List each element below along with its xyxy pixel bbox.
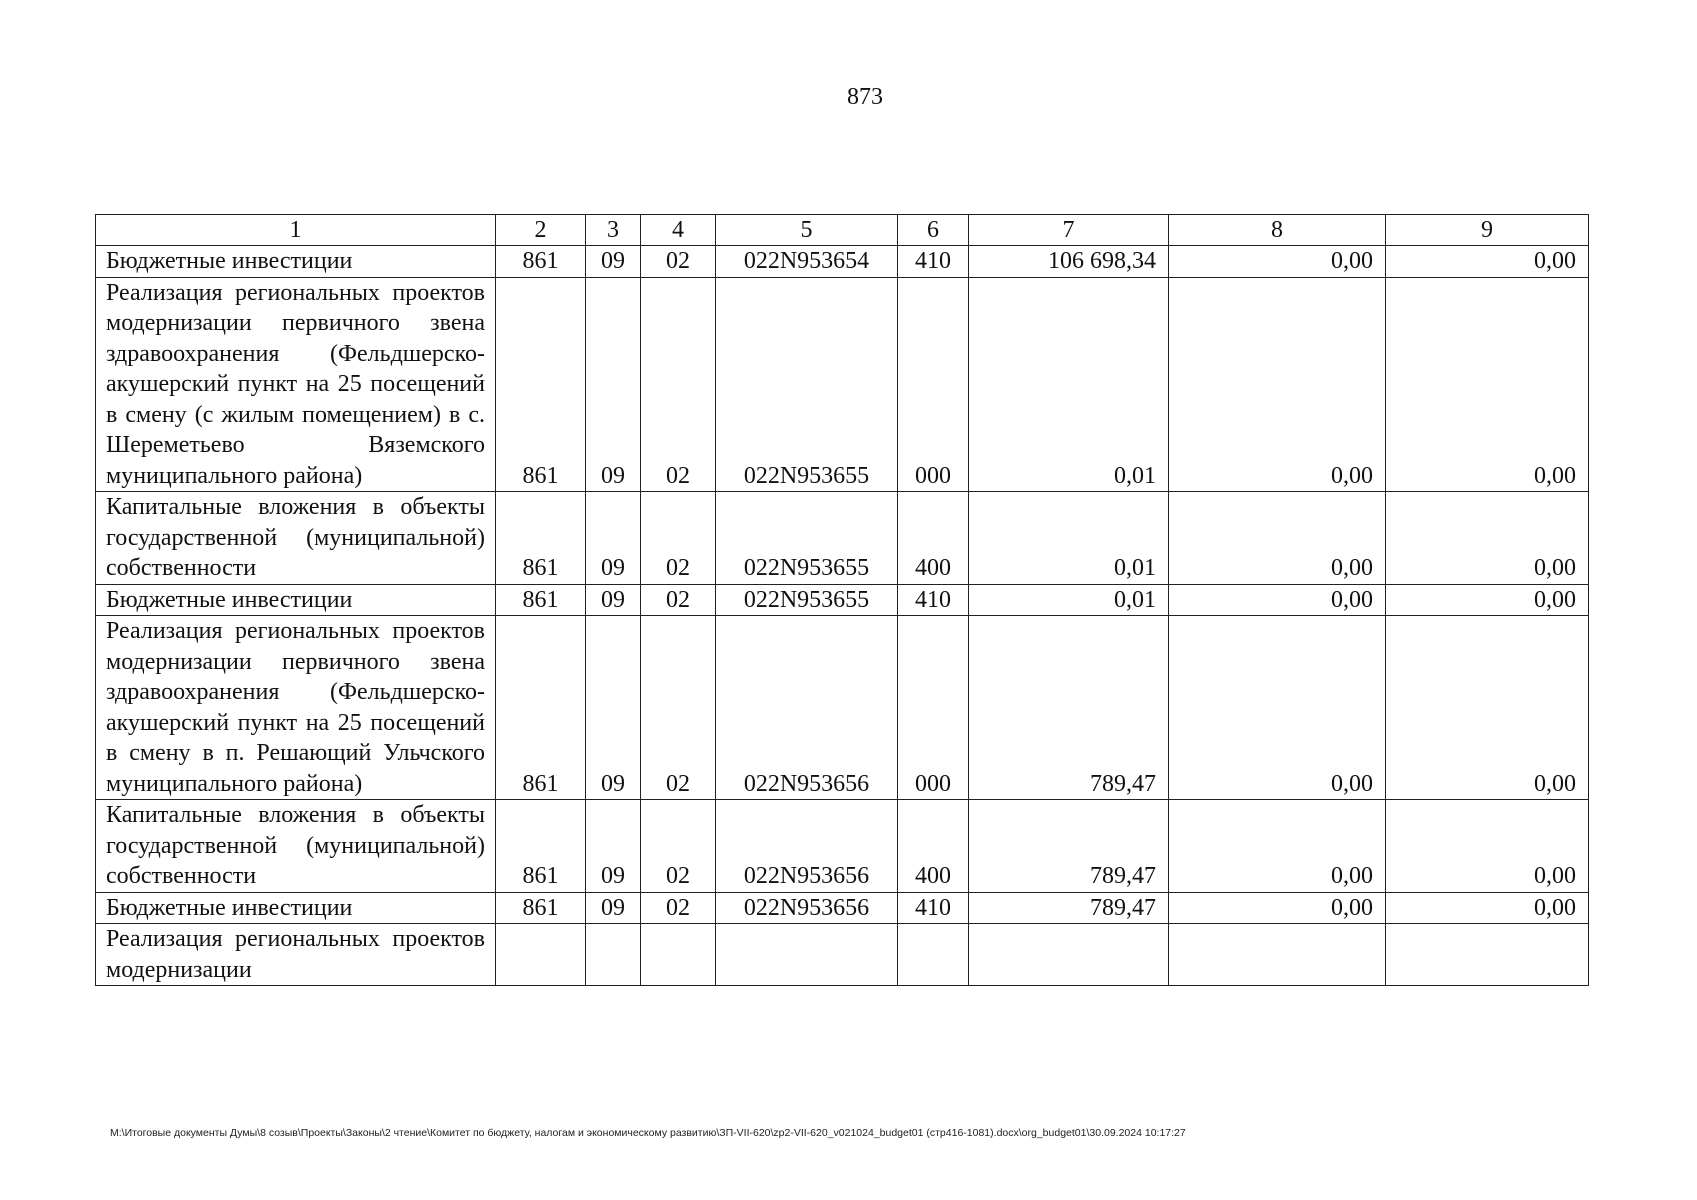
column-header: 2 <box>496 215 586 246</box>
expense-type-cell: 410 <box>898 246 969 278</box>
amount-cell: 0,00 <box>1386 492 1589 585</box>
expense-type-cell: 000 <box>898 616 969 800</box>
amount-cell <box>1386 924 1589 986</box>
row-name-cell: Бюджетные инвестиции <box>96 892 496 924</box>
section-cell: 09 <box>586 892 641 924</box>
code-cell: 861 <box>496 800 586 893</box>
section-cell: 09 <box>586 800 641 893</box>
row-name-cell: Бюджетные инвестиции <box>96 584 496 616</box>
table-row <box>96 584 1589 616</box>
amount-cell <box>1169 924 1386 986</box>
table-row <box>96 616 1589 800</box>
amount-cell: 0,00 <box>1169 616 1386 800</box>
subsection-cell: 02 <box>641 616 716 800</box>
amount-cell: 0,00 <box>1386 277 1589 492</box>
subsection-cell <box>641 924 716 986</box>
table-row <box>96 492 1589 585</box>
amount-cell: 789,47 <box>969 892 1169 924</box>
amount-cell: 0,00 <box>1169 492 1386 585</box>
code-cell <box>496 924 586 986</box>
column-header: 8 <box>1169 215 1386 246</box>
expense-type-cell: 400 <box>898 492 969 585</box>
table-row <box>96 246 1589 278</box>
column-header: 9 <box>1386 215 1589 246</box>
expense-type-cell: 410 <box>898 584 969 616</box>
section-cell: 09 <box>586 492 641 585</box>
code-cell: 861 <box>496 616 586 800</box>
code-cell: 861 <box>496 277 586 492</box>
table-row <box>96 924 1589 986</box>
amount-cell: 0,00 <box>1386 800 1589 893</box>
column-header: 3 <box>586 215 641 246</box>
amount-cell: 0,01 <box>969 492 1169 585</box>
table-row <box>96 800 1589 893</box>
expense-type-cell: 000 <box>898 277 969 492</box>
table-row <box>96 277 1589 492</box>
subsection-cell: 02 <box>641 277 716 492</box>
amount-cell: 789,47 <box>969 616 1169 800</box>
column-header: 1 <box>96 215 496 246</box>
amount-cell: 789,47 <box>969 800 1169 893</box>
code-cell: 861 <box>496 246 586 278</box>
target-article-cell: 022N953654 <box>716 246 898 278</box>
amount-cell: 0,00 <box>1169 277 1386 492</box>
footer-file-path: М:\Итоговые документы Думы\8 созыв\Проекты\Законы\2 чтение\Комитет по бюджету, налогам и экономическому развитию\ЗП-VII-620\zp2-VII-620_v021024_budget01 (стр416-1081).docx\org_budget01\30.09.2024 10:17:27 <box>110 1127 1186 1139</box>
code-cell: 861 <box>496 584 586 616</box>
code-cell: 861 <box>496 492 586 585</box>
amount-cell: 0,00 <box>1169 800 1386 893</box>
row-name-cell: Реализация региональных проектов модернизации первичного звена здравоохранения (Фельдшерско-акушерский пункт на 25 посещений в смену в п. Решающий Ульчского муниципального района) <box>96 616 496 800</box>
table-row <box>96 892 1589 924</box>
target-article-cell: 022N953656 <box>716 892 898 924</box>
amount-cell: 0,00 <box>1169 246 1386 278</box>
expense-type-cell: 410 <box>898 892 969 924</box>
expense-type-cell <box>898 924 969 986</box>
amount-cell: 0,01 <box>969 584 1169 616</box>
subsection-cell: 02 <box>641 246 716 278</box>
code-cell: 861 <box>496 892 586 924</box>
row-name-cell: Реализация региональных проектов модернизации первичного звена здравоохранения (Фельдшерско-акушерский пункт на 25 посещений в смену (с жилым помещением) в с. Шереметьево Вяземского муниципального района) <box>96 277 496 492</box>
row-name-cell: Бюджетные инвестиции <box>96 246 496 278</box>
amount-cell: 106 698,34 <box>969 246 1169 278</box>
section-cell: 09 <box>586 246 641 278</box>
table-header-row <box>96 215 1589 246</box>
target-article-cell: 022N953656 <box>716 616 898 800</box>
amount-cell: 0,00 <box>1386 246 1589 278</box>
expense-type-cell: 400 <box>898 800 969 893</box>
section-cell: 09 <box>586 584 641 616</box>
subsection-cell: 02 <box>641 492 716 585</box>
section-cell: 09 <box>586 616 641 800</box>
amount-cell: 0,00 <box>1169 892 1386 924</box>
amount-cell: 0,01 <box>969 277 1169 492</box>
section-cell <box>586 924 641 986</box>
column-header: 7 <box>969 215 1169 246</box>
column-header: 4 <box>641 215 716 246</box>
row-name-cell: Реализация региональных проектов модернизации <box>96 924 496 986</box>
target-article-cell: 022N953655 <box>716 492 898 585</box>
page-number: 873 <box>847 84 883 110</box>
subsection-cell: 02 <box>641 892 716 924</box>
budget-table <box>95 214 1589 986</box>
row-name-cell: Капитальные вложения в объекты государственной (муниципальной) собственности <box>96 800 496 893</box>
target-article-cell: 022N953655 <box>716 584 898 616</box>
amount-cell: 0,00 <box>1386 584 1589 616</box>
target-article-cell: 022N953656 <box>716 800 898 893</box>
amount-cell: 0,00 <box>1386 892 1589 924</box>
amount-cell: 0,00 <box>1169 584 1386 616</box>
subsection-cell: 02 <box>641 584 716 616</box>
amount-cell <box>969 924 1169 986</box>
target-article-cell <box>716 924 898 986</box>
row-name-cell: Капитальные вложения в объекты государственной (муниципальной) собственности <box>96 492 496 585</box>
subsection-cell: 02 <box>641 800 716 893</box>
amount-cell: 0,00 <box>1386 616 1589 800</box>
target-article-cell: 022N953655 <box>716 277 898 492</box>
column-header: 5 <box>716 215 898 246</box>
column-header: 6 <box>898 215 969 246</box>
section-cell: 09 <box>586 277 641 492</box>
